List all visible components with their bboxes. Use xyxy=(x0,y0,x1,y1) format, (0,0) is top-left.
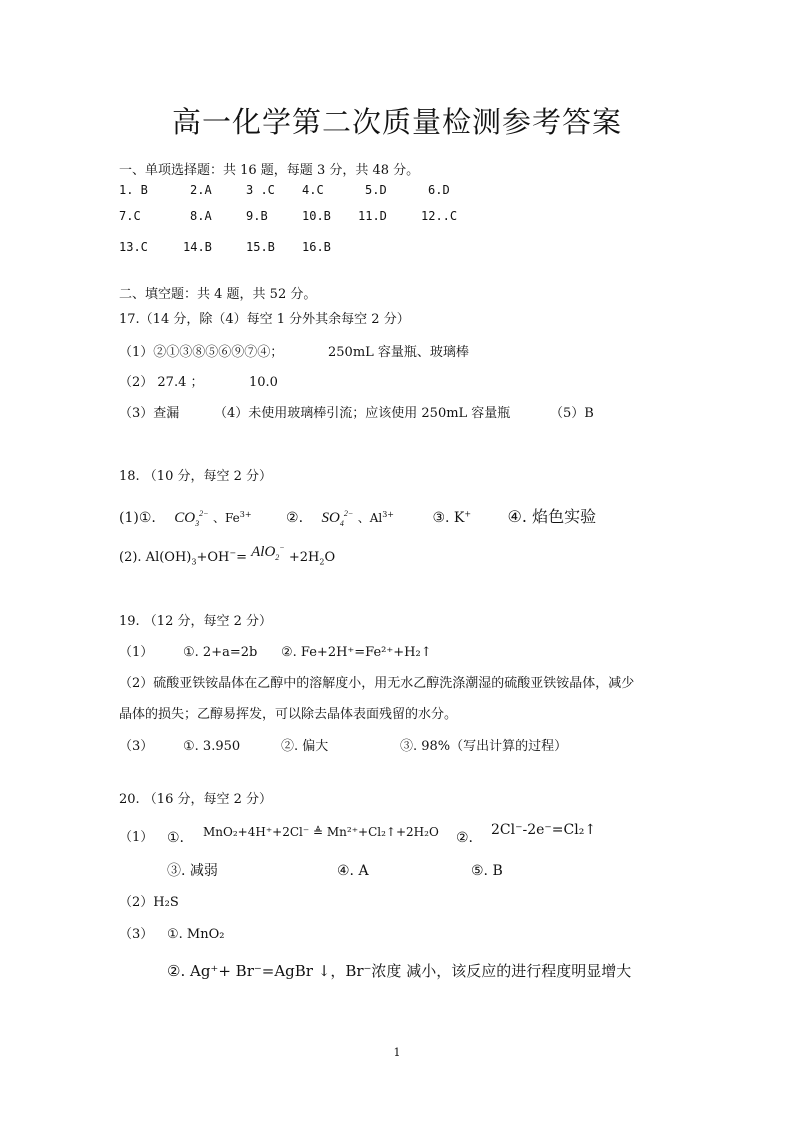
q20-part3-label: （3） xyxy=(119,927,154,942)
potassium-ion xyxy=(432,510,471,526)
potassium-symbol: ③. K xyxy=(432,510,465,526)
iron-charge: 3+ xyxy=(239,510,252,519)
q20-circ1-label: ①. xyxy=(167,830,185,846)
sulfate-symbol: SO xyxy=(321,510,340,526)
q20-equation2: 2Cl⁻-2e⁻=Cl₂↑ xyxy=(491,822,597,838)
sulfate-subscript: 4 xyxy=(339,519,344,528)
q17-heading: 17.（14 分，除（4）每空 1 分外其余每空 2 分） xyxy=(119,312,410,327)
aluminum-symbol: 、Al xyxy=(357,511,383,525)
answer-7: 7.C xyxy=(119,209,141,223)
iron-ion xyxy=(213,511,252,525)
answer-8: 8.A xyxy=(190,209,212,223)
answer-13: 13.C xyxy=(119,240,148,254)
q17-line1a: （1）②①③⑧⑤⑥⑨⑦④； xyxy=(119,345,284,360)
aluminate-subscript: 2 xyxy=(275,553,280,562)
hydroxide-subscript: 3 xyxy=(191,557,197,567)
q19-line1a: ①. 2+a=2b xyxy=(183,645,258,660)
q19-line4c: ③. 98%（写出计算的过程） xyxy=(400,739,568,754)
q18-line1 xyxy=(119,509,596,526)
answer-14: 14.B xyxy=(183,240,212,254)
q20-heading: 20. （16 分，每空 2 分） xyxy=(119,792,273,807)
answer-4: 4.C xyxy=(302,183,324,197)
section1-heading: 一、单项选择题：共 16 题，每题 3 分，共 48 分。 xyxy=(119,163,420,178)
potassium-charge: + xyxy=(464,509,472,519)
iron-symbol: 、Fe xyxy=(213,511,240,525)
answer-10: 10.B xyxy=(302,209,331,223)
page-number: 1 xyxy=(393,1046,401,1059)
aluminate-formula xyxy=(251,544,285,560)
q19-line4b: ②. 偏大 xyxy=(281,739,329,754)
carbonate-symbol: CO xyxy=(174,510,196,526)
q17-line1b: 250mL 容量瓶、玻璃棒 xyxy=(328,345,469,360)
aluminate-symbol: AlO xyxy=(251,544,276,560)
aluminum-hydroxide: (2). Al(OH) xyxy=(119,550,192,565)
q17-line2b: 10.0 xyxy=(249,375,278,390)
equals-sign: = xyxy=(236,550,247,565)
answer-15: 15.B xyxy=(246,240,275,254)
hydroxide-ion: +OH xyxy=(196,550,230,565)
q19-line3: 晶体的损失；乙醇易挥发，可以除去晶体表面残留的水分。 xyxy=(119,707,458,722)
q19-part3-label: （3） xyxy=(119,739,154,754)
carbonate-subscript: 3 xyxy=(195,519,200,528)
q20-line4: ①. MnO₂ xyxy=(167,927,225,942)
sulfate-charge: 2− xyxy=(343,509,354,518)
aluminate-charge: − xyxy=(279,543,285,552)
carbonate-formula xyxy=(174,510,208,526)
q20-part1-label: （1） xyxy=(119,830,154,845)
answer-12: 12..C xyxy=(421,209,458,223)
q20-line5: ②. Ag⁺+ Br⁻=AgBr ↓，Br⁻浓度 减小，该反应的进行程度明显增大 xyxy=(167,962,632,980)
answer-5: 5.D xyxy=(365,183,387,197)
q17-line3a: （3）查漏 xyxy=(119,406,180,421)
q18-heading: 18. （10 分，每空 2 分） xyxy=(119,469,273,484)
q17-line3c: （5）B xyxy=(550,406,594,421)
hydroxide-charge: − xyxy=(229,548,237,558)
flame-test-answer: ④. 焰色实验 xyxy=(507,507,597,526)
q20-equation1: MnO₂+4H⁺+2Cl⁻ ≜ Mn²⁺+Cl₂↑+2H₂O xyxy=(203,825,439,839)
q18-circ2-label: ②. xyxy=(286,510,304,526)
q20-line3: （2）H₂S xyxy=(119,895,179,910)
q19-line4a: ①. 3.950 xyxy=(183,739,241,754)
answer-9: 9.B xyxy=(246,209,268,223)
aluminum-ion xyxy=(358,511,394,525)
q20-line2b: ④. A xyxy=(337,863,369,879)
page-title: 高一化学第二次质量检测参考答案 xyxy=(171,105,622,139)
q20-line2a: ③. 减弱 xyxy=(167,863,218,879)
q18-line2 xyxy=(119,543,336,567)
answer-2: 2.A xyxy=(190,183,212,197)
q20-circ2-label: ②. xyxy=(456,830,474,846)
q19-part1-label: （1） xyxy=(119,645,154,660)
sulfate-formula xyxy=(322,510,354,526)
q17-line3b: （4）未使用玻璃棒引流；应该使用 250mL 容量瓶 xyxy=(214,406,511,421)
carbonate-charge: 2− xyxy=(199,509,209,518)
q19-heading: 19. （12 分，每空 2 分） xyxy=(119,614,273,629)
answer-6: 6.D xyxy=(428,183,450,197)
answer-3: 3 .C xyxy=(246,183,275,197)
answer-11: 11.D xyxy=(358,209,387,223)
q19-line2: （2）硫酸亚铁铵晶体在乙醇中的溶解度小，用无水乙醇洗涤潮湿的硫酸亚铁铵晶体，减少 xyxy=(119,676,635,691)
answer-1: 1. B xyxy=(119,183,148,197)
aluminum-charge: 3+ xyxy=(382,510,395,519)
q18-part1-label: (1)①. xyxy=(119,510,156,526)
water-oxygen: O xyxy=(324,550,336,565)
section2-heading: 二、填空题：共 4 题，共 52 分。 xyxy=(119,287,317,302)
water-subscript: 2 xyxy=(319,557,325,567)
q17-line2a: （2） 27.4 ； xyxy=(119,375,204,390)
q20-line2c: ⑤. B xyxy=(471,863,503,879)
water-term: +2H xyxy=(288,550,320,565)
answer-16: 16.B xyxy=(302,240,331,254)
q19-line1b: ②. Fe+2H⁺=Fe²⁺+H₂↑ xyxy=(281,645,432,660)
